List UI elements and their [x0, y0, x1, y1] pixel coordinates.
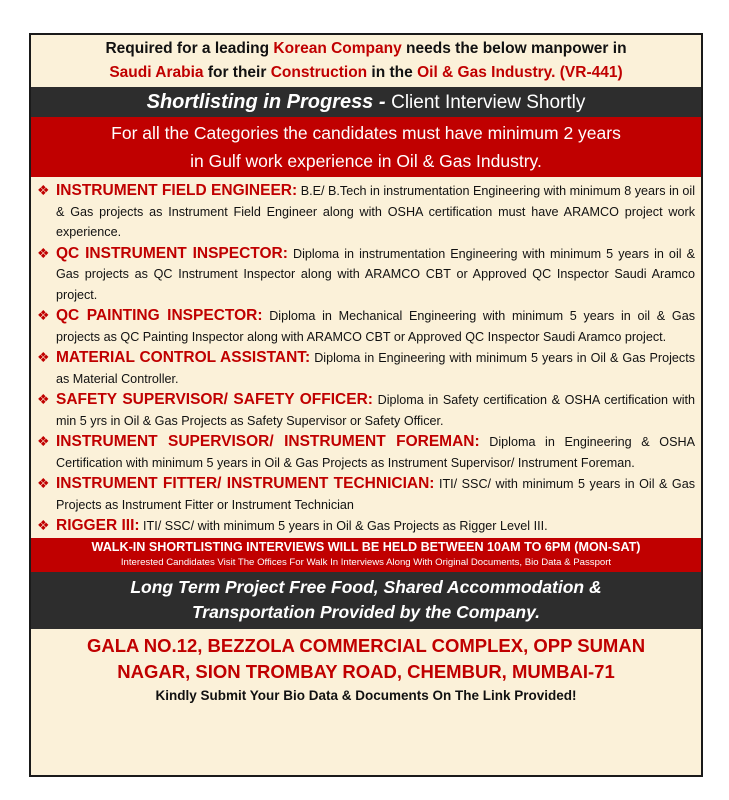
diamond-bullet-icon: ❖	[37, 433, 50, 449]
job-item	[37, 389, 695, 431]
job-description: Diploma in Mechanical Engineering with minimum 5 years in oil & Gas projects as QC Painting Inspector along with ARAMCO CBT or Approved QC Inspector Saudi Aramco project.	[56, 309, 695, 344]
header-text: in the	[367, 64, 418, 81]
job-item	[37, 243, 695, 306]
address-block	[31, 629, 701, 707]
status-banner	[31, 87, 701, 117]
job-description: Diploma in Engineering & OSHA Certification with minimum 5 years in Oil & Gas Projects as Instrument Supervisor/ Instrument Foreman.	[56, 435, 695, 470]
job-description: Diploma in Engineering with minimum 5 years in Oil & Gas Projects as Material Controller.	[56, 351, 695, 386]
job-title: MATERIAL CONTROL ASSISTANT:	[56, 349, 311, 366]
job-title: QC INSTRUMENT INSPECTOR:	[56, 244, 288, 262]
walkin-headline: WALK-IN SHORTLISTING INTERVIEWS WILL BE HELD BETWEEN 10AM TO 6PM (MON-SAT)	[91, 539, 641, 554]
status-text: Client Interview Shortly	[391, 92, 586, 113]
ad-header	[31, 35, 701, 87]
job-title: INSTRUMENT FITTER/ INSTRUMENT TECHNICIAN:	[56, 475, 435, 492]
diamond-bullet-icon: ❖	[37, 307, 50, 323]
job-description: Diploma in Safety certification & OSHA certification with min 5 yrs in Oil & Gas Projects as Safety Supervisor or Safety Officer.	[56, 393, 696, 428]
diamond-bullet-icon: ❖	[37, 517, 50, 533]
requirement-banner	[31, 117, 701, 177]
job-title: INSTRUMENT FIELD ENGINEER:	[56, 182, 298, 199]
company-highlight: Korean Company	[273, 40, 402, 57]
header-text: needs the below manpower in	[401, 40, 627, 57]
address-line-1: GALA NO.12, BEZZOLA COMMERCIAL COMPLEX, OPP SUMAN	[86, 634, 646, 656]
diamond-bullet-icon: ❖	[37, 244, 50, 261]
diamond-bullet-icon: ❖	[37, 391, 50, 407]
job-description: Diploma in instrumentation Engineering with minimum 5 years in oil & Gas projects as QC Instrument Inspector along with ARAMCO CBT or Approved QC Inspector Saudi Aramco project.	[56, 246, 695, 302]
requirement-line-2: in Gulf work experience in Oil & Gas Industry.	[190, 151, 542, 171]
job-item	[37, 347, 695, 389]
diamond-bullet-icon: ❖	[37, 182, 50, 198]
diamond-bullet-icon: ❖	[37, 475, 50, 491]
address-line-2: NAGAR, SION TROMBAY ROAD, CHEMBUR, MUMBAI-71	[117, 660, 615, 682]
header-text: for their	[203, 64, 271, 81]
job-item	[37, 431, 695, 473]
job-title: SAFETY SUPERVISOR/ SAFETY OFFICER:	[56, 391, 373, 408]
header-text: Required for a leading	[105, 40, 274, 57]
job-item	[37, 305, 695, 347]
job-item	[37, 515, 695, 537]
requirement-line-1: For all the Categories the candidates must have minimum 2 years	[111, 123, 621, 143]
country-highlight: Saudi Arabia	[109, 64, 204, 81]
sector-highlight: Construction	[270, 64, 368, 81]
job-item	[37, 473, 695, 515]
job-description: ITI/ SSC/ with minimum 5 years in Oil & Gas Projects as Rigger Level III.	[143, 519, 548, 533]
benefits-line-2: Transportation Provided by the Company.	[191, 601, 541, 622]
industry-highlight: Oil & Gas Industry. (VR-441)	[417, 64, 623, 81]
footer-note: Kindly Submit Your Bio Data & Documents On The Link Provided!	[155, 687, 577, 703]
benefits-line-1: Long Term Project Free Food, Shared Accommodation &	[130, 576, 602, 597]
job-advertisement	[29, 33, 703, 777]
walkin-note: Interested Candidates Visit The Offices For Walk In Interviews Along With Original Documents, Bio Data & Passport	[120, 556, 612, 568]
diamond-bullet-icon: ❖	[37, 349, 50, 365]
status-emphasis: Shortlisting in Progress -	[146, 91, 392, 113]
job-description: ITI/ SSC/ with minimum 5 years in Oil & Gas Projects as Instrument Fitter or Instrument Technician	[56, 477, 696, 512]
job-description: B.E/ B.Tech in instrumentation Engineering with minimum 8 years in oil & Gas projects as Instrument Field Engineer along with OSHA certification must have ARAMCO project work experience.	[56, 184, 695, 239]
job-item	[37, 180, 695, 243]
job-title: INSTRUMENT SUPERVISOR/ INSTRUMENT FOREMAN:	[56, 433, 480, 450]
job-title: RIGGER III:	[56, 517, 140, 534]
job-title: QC PAINTING INSPECTOR:	[56, 307, 263, 324]
header-line-2	[37, 61, 695, 85]
benefits-banner	[31, 572, 701, 629]
walkin-banner	[31, 538, 701, 572]
job-list	[31, 177, 701, 537]
header-line-1	[37, 37, 695, 61]
